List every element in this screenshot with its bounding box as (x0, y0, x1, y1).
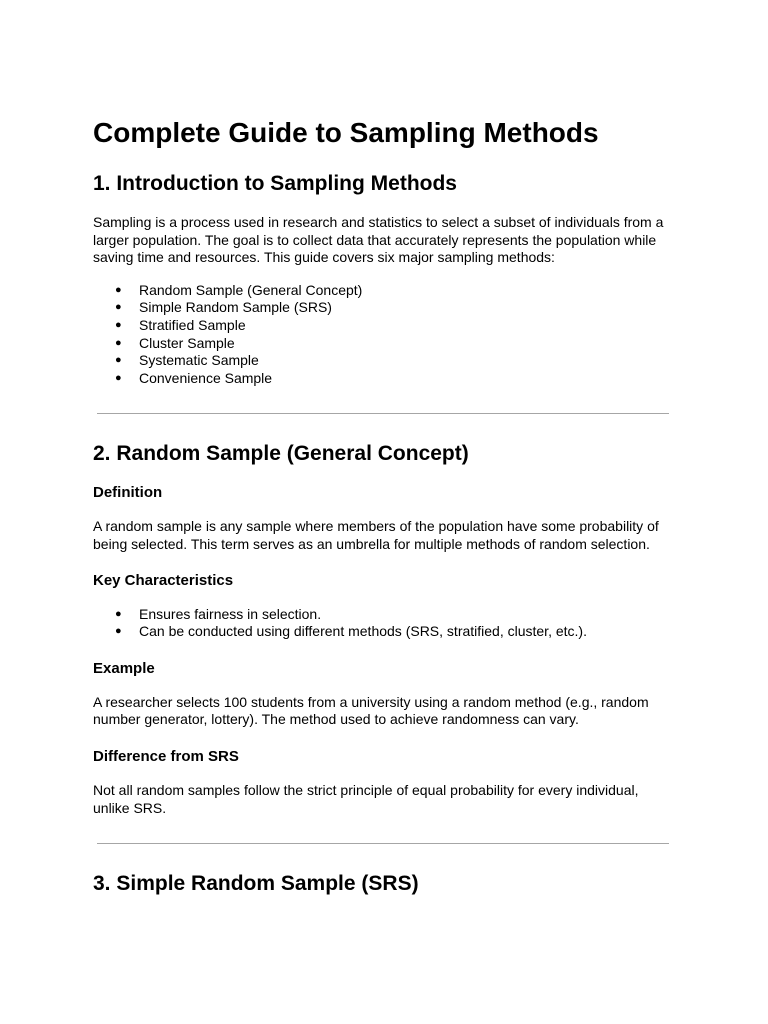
section-1-intro: Sampling is a process used in research and statistics to select a subset of individuals from a larger population. The goal is to collect data that accurately represents the population while saving time and resources. This guide covers six major sampling methods: (93, 214, 664, 266)
list-item (93, 370, 672, 388)
list-item-text: Simple Random Sample (SRS) (139, 299, 332, 316)
section-3-heading: 3. Simple Random Sample (SRS) (93, 872, 419, 896)
section-divider (97, 413, 669, 414)
list-item-text: Ensures fairness in selection. (139, 605, 322, 622)
list-item (93, 623, 672, 641)
list-item-text: Systematic Sample (139, 352, 259, 369)
bullet-icon: ● (115, 301, 122, 314)
list-item (93, 352, 672, 370)
list-item-text: Cluster Sample (139, 334, 235, 351)
list-item-text: Can be conducted using different methods (SRS, stratified, cluster, etc.). (139, 623, 587, 640)
list-item-text: Convenience Sample (139, 369, 273, 386)
bullet-icon: ● (115, 283, 122, 296)
section-divider (97, 843, 669, 844)
example-heading: Example (93, 659, 155, 677)
bullet-icon: ● (115, 354, 122, 367)
section-2-heading: 2. Random Sample (General Concept) (93, 442, 469, 466)
section-1-heading: 1. Introduction to Sampling Methods (93, 172, 457, 195)
list-item (93, 282, 672, 300)
bullet-icon: ● (115, 336, 122, 349)
list-item-text: Random Sample (General Concept) (139, 281, 363, 298)
bullet-icon: ● (115, 371, 122, 384)
definition-text: A random sample is any sample where members of the population have some probability of being selected. This term serves as an umbrella for multiple methods of random selection. (93, 518, 659, 552)
bullet-icon: ● (115, 607, 122, 620)
list-item (93, 317, 672, 335)
characteristics-heading: Key Characteristics (93, 571, 234, 589)
list-item (93, 299, 672, 317)
characteristics-list (93, 606, 672, 641)
list-item (93, 606, 672, 624)
list-item (93, 335, 672, 353)
document-title: Complete Guide to Sampling Methods (93, 117, 599, 148)
difference-heading: Difference from SRS (93, 747, 239, 765)
definition-heading: Definition (93, 484, 163, 502)
example-text: A researcher selects 100 students from a university using a random method (e.g., random number generator, lottery). The method used to achieve randomness can vary. (93, 693, 649, 728)
list-item-text: Stratified Sample (139, 316, 246, 333)
difference-text: Not all random samples follow the strict principle of equal probability for every individual, unlike SRS. (93, 781, 639, 816)
methods-list (93, 282, 672, 388)
bullet-icon: ● (115, 318, 122, 331)
bullet-icon: ● (115, 625, 122, 638)
